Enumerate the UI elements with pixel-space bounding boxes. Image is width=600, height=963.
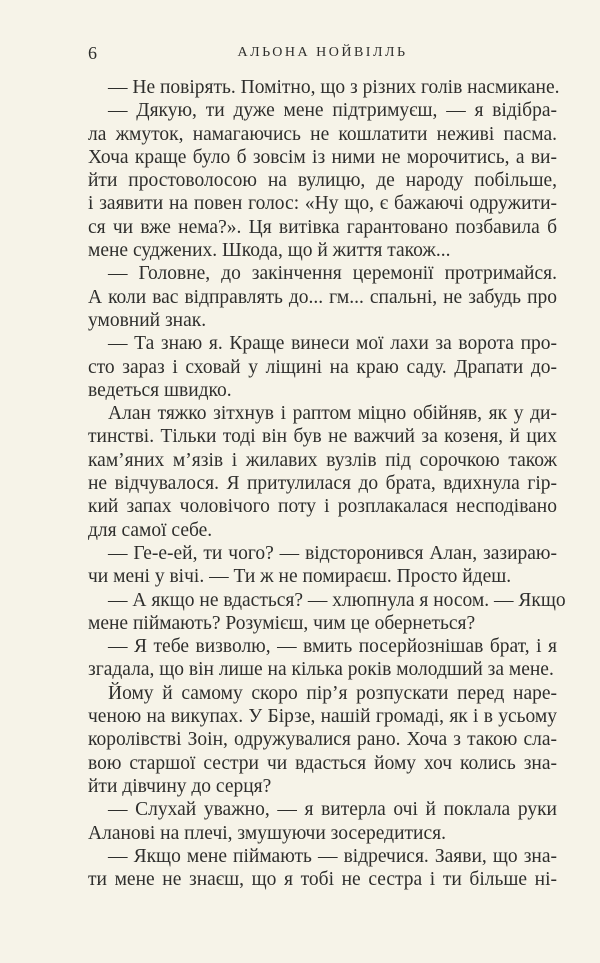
paragraph xyxy=(88,635,557,682)
text-line: кам’яних м’язів і жилавих вузлів під сорочкою також xyxy=(88,449,557,471)
text-line: Йому й самому скоро пір’я розпускати перед наре- xyxy=(108,682,557,704)
page-header xyxy=(88,43,557,67)
text-line: йти простоволосою на вулицю, де народу побільше, xyxy=(88,170,557,192)
text-line: вою старшої сестри чи вдасться йому хоч колись зна- xyxy=(88,752,557,774)
text-line: — Я тебе визволю, — вмить посерйознішав брат, і я xyxy=(108,636,557,658)
text-line: — Головне, до закінчення церемонії протримайся. xyxy=(108,263,557,285)
text-line: сто зараз і сховай у ліщині на краю саду. Драпати до- xyxy=(88,356,557,378)
paragraph xyxy=(88,682,557,798)
page-number: 6 xyxy=(88,43,97,63)
text-line: Алан тяжко зітхнув і раптом міцно обійняв, як у ди- xyxy=(108,403,557,425)
text-line: умовний знак. xyxy=(88,309,207,331)
page-body xyxy=(88,76,566,891)
text-line: і заявити на повен голос: «Ну що, є бажаючі одружити- xyxy=(88,193,557,215)
text-line: — Ге-е-ей, ти чого? — відсторонився Алан, зазираю- xyxy=(108,542,557,564)
text-line: не відчувалося. Я притулилася до брата, вдихнула гір- xyxy=(88,473,557,495)
text-line: тинстві. Тільки тоді він був не важчий за козеня, й цих xyxy=(88,426,557,448)
text-line: ти мене не знаєш, що я тобі не сестра і ти більше ні- xyxy=(88,869,557,891)
text-line: ла жмуток, намагаючись не кошлатити неживі пасма. xyxy=(88,123,557,145)
text-line: ведеться швидко. xyxy=(88,379,232,401)
text-line: мене піймають? Розумієш, чим це обернеться? xyxy=(88,612,476,634)
text-line: кий запах чоловічого поту і розплакалася несподівано xyxy=(88,496,557,518)
text-line: йти дівчину до серця? xyxy=(88,775,272,797)
paragraph xyxy=(88,589,566,636)
paragraph xyxy=(88,262,557,332)
paragraph xyxy=(88,845,557,892)
text-line: для самої себе. xyxy=(88,519,213,541)
text-line: чи мені у вічі. — Ти ж не помираєш. Просто йдеш. xyxy=(88,566,512,588)
text-line: мене суджених. Шкода, що й життя також... xyxy=(88,240,451,262)
paragraph xyxy=(88,76,560,99)
text-line: — Слухай уважно, — я витерла очі й поклала руки xyxy=(108,799,557,821)
paragraph xyxy=(88,99,557,262)
text-line: — А якщо не вдасться? — хлюпнула я носом. — Якщо xyxy=(108,589,566,611)
text-line: Аланові на плечі, змушуючи зосередитися. xyxy=(88,822,446,844)
text-line: — Якщо мене піймають — відречися. Заяви, що зна- xyxy=(108,845,557,867)
text-line: А коли вас відправлять до... гм... спальні, не забудь про xyxy=(88,286,557,308)
text-line: ченою на викупах. У Бірзе, нашій громаді, як і в усьому xyxy=(88,706,557,728)
paragraph xyxy=(88,332,557,402)
text-line: — Не повірять. Помітно, що з різних голів насмикане. xyxy=(108,77,560,98)
text-line: Хоча краще було б зовсім із ними не морочитись, а ви- xyxy=(88,146,557,168)
text-line: — Дякую, ти дуже мене підтримуєш, — я відібра- xyxy=(108,100,557,122)
paragraph xyxy=(88,798,557,845)
text-line: — Та знаю я. Краще винеси мої лахи за ворота про- xyxy=(108,333,557,355)
text-line: згадала, що він лише на кілька років молодший за мене. xyxy=(88,659,554,681)
text-line: ся чи вже нема?». Ця витівка гарантовано позбавила б xyxy=(88,216,557,238)
text-line: королівстві Зоін, одружувалися рано. Хоча з такою сла- xyxy=(88,729,557,751)
paragraph xyxy=(88,542,557,589)
paragraph xyxy=(88,402,557,542)
running-title: АЛЬОНА НОЙВІЛЛЬ xyxy=(237,45,408,60)
